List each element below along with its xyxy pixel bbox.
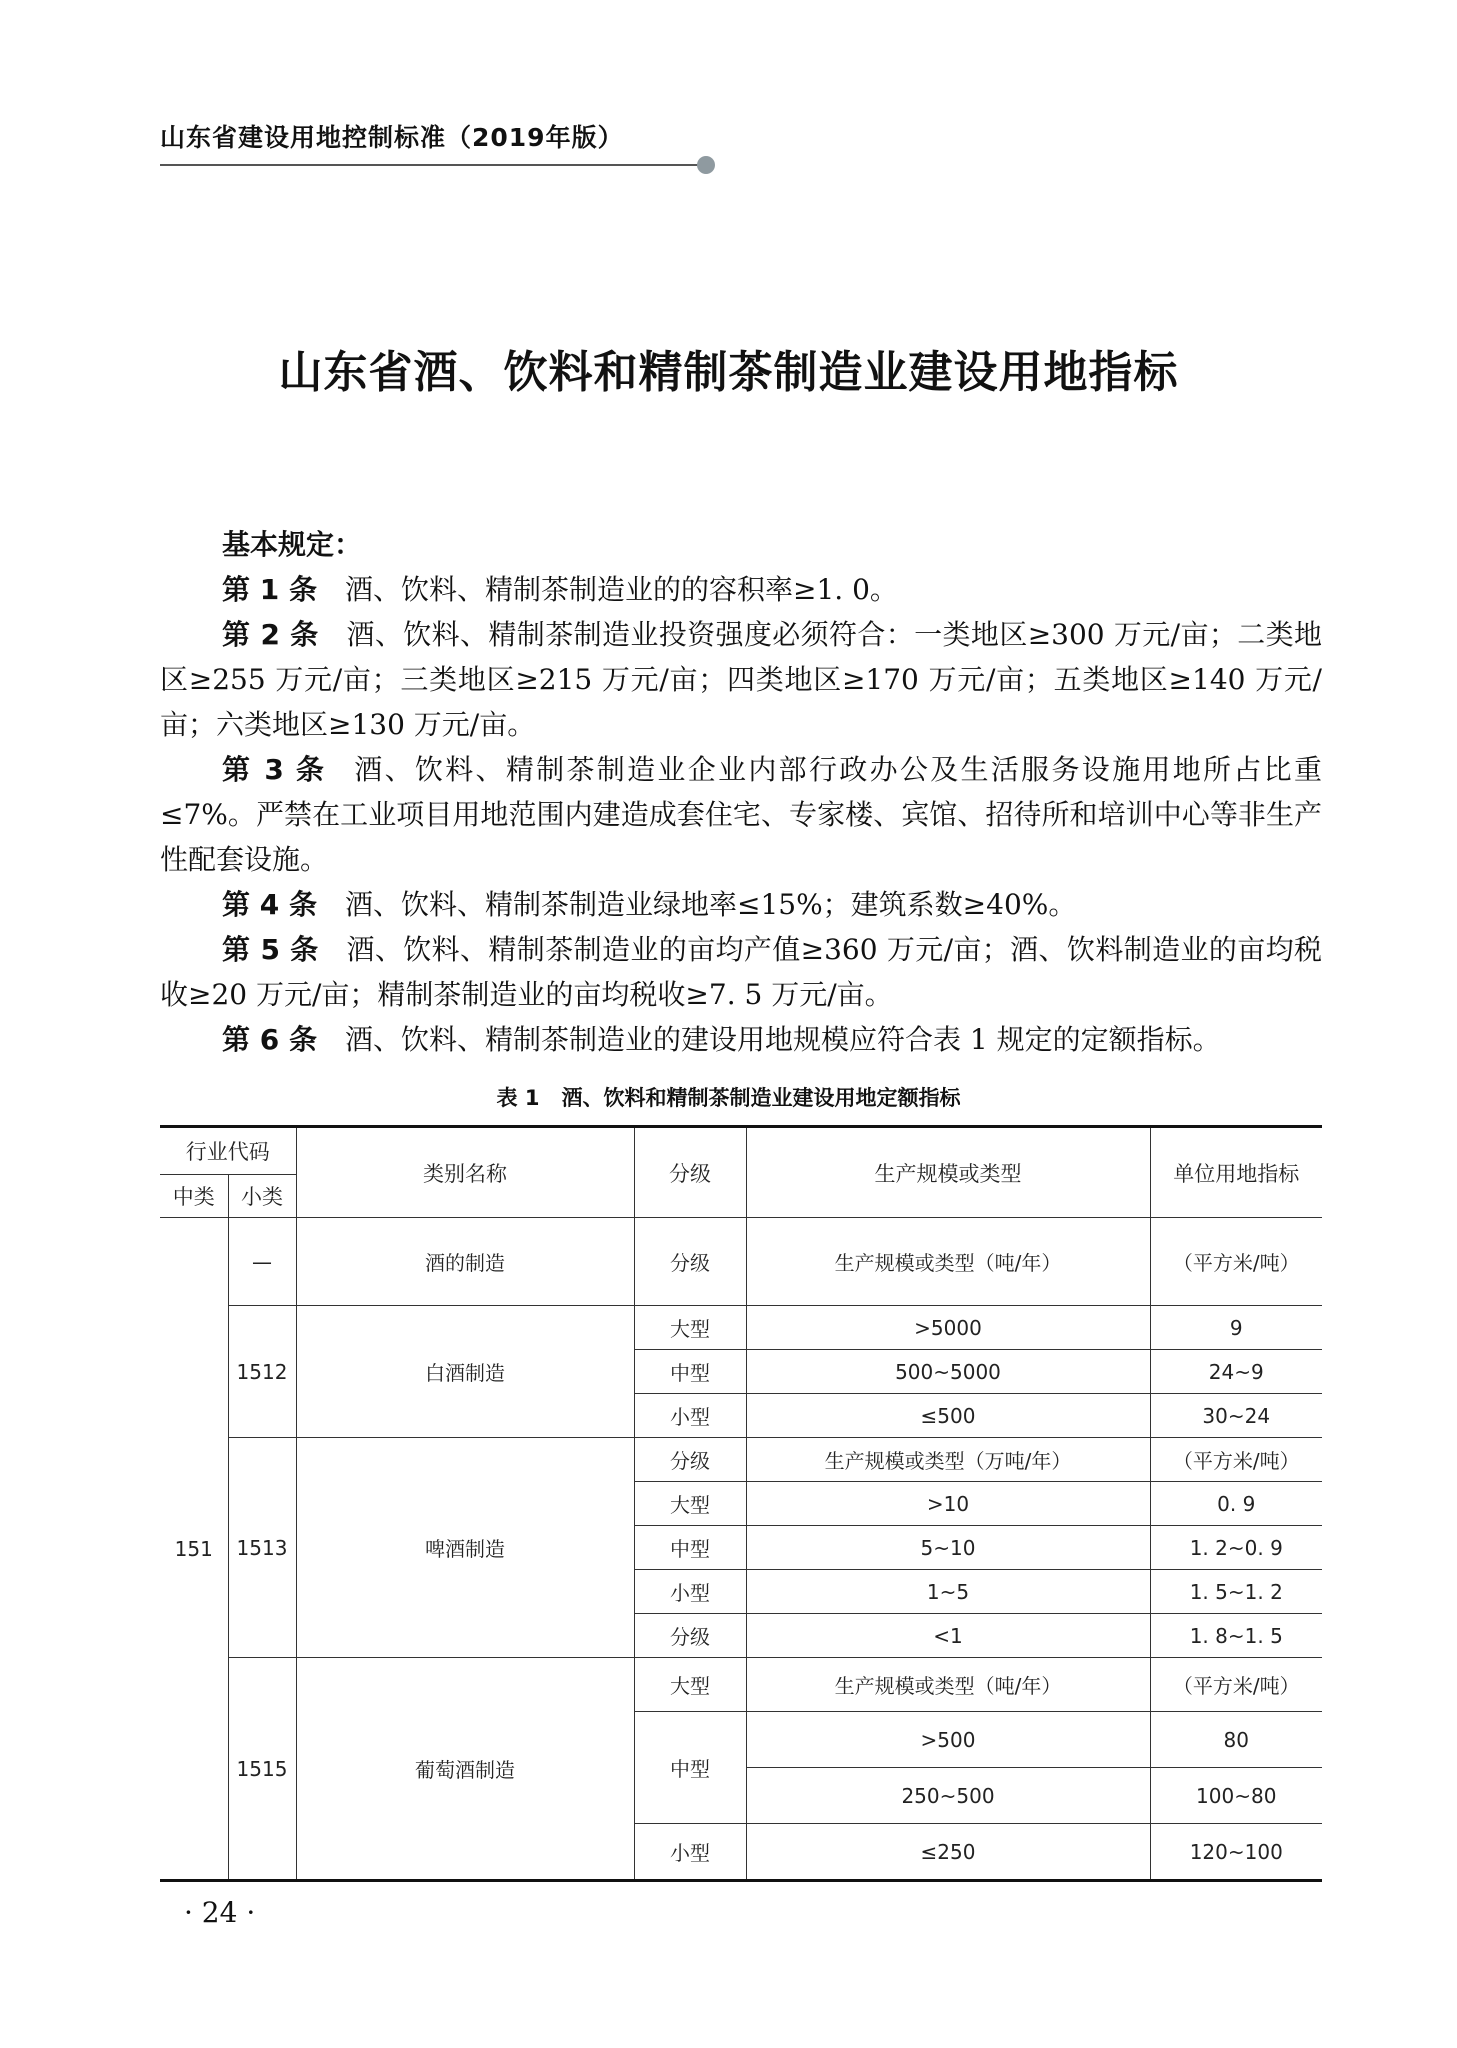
article-3 (160, 747, 1322, 882)
basic-rules-section (160, 522, 1322, 1062)
grade-cell: 小型 (634, 1570, 746, 1614)
scale-cell: 1~5 (746, 1570, 1150, 1614)
land-quota-table (160, 1125, 1322, 1882)
table-header-row (160, 1127, 1322, 1175)
article-text: 酒、饮料、精制茶制造业企业内部行政办公及生活服务设施用地所占比重≤7%。严禁在工业项目用地范围内建造成套住宅、专家楼、宾馆、招待所和培训中心等非生产性配套设施。 (160, 753, 1322, 876)
header-scale: 生产规模或类型 (746, 1127, 1150, 1218)
unit-index-cell: （平方米/吨） (1150, 1438, 1322, 1482)
header-grade: 分级 (634, 1127, 746, 1218)
grade-cell: 大型 (634, 1306, 746, 1350)
category-name: 葡萄酒制造 (296, 1658, 634, 1881)
grade-cell: 分级 (634, 1438, 746, 1482)
article-1 (160, 567, 1322, 612)
category-name: 白酒制造 (296, 1306, 634, 1438)
article-label: 第 3 条 (222, 753, 327, 786)
grade-cell: 小型 (634, 1394, 746, 1438)
scale-cell: >5000 (746, 1306, 1150, 1350)
header-small-class: 小类 (228, 1175, 296, 1218)
header-category-name: 类别名称 (296, 1127, 634, 1218)
scale-cell: 5~10 (746, 1526, 1150, 1570)
scale-cell: ≤250 (746, 1824, 1150, 1881)
table-row (160, 1218, 1322, 1306)
small-class-code: — (228, 1218, 296, 1306)
running-header: 山东省建设用地控制标准（2019年版） (160, 123, 624, 152)
page-number: · 24 · (184, 1896, 256, 1929)
header-middle-class: 中类 (160, 1175, 228, 1218)
article-text: 酒、饮料、精制茶制造业投资强度必须符合：一类地区≥300 万元/亩；二类地区≥255 万元/亩；三类地区≥215 万元/亩；四类地区≥170 万元/亩；五类地区≥140 万元/亩；六类地区≥130 万元/亩。 (160, 618, 1322, 741)
document-title: 山东省酒、饮料和精制茶制造业建设用地指标 (278, 347, 1179, 398)
middle-class-code: 151 (160, 1218, 228, 1881)
basic-rules-label: 基本规定： (222, 528, 363, 561)
table-caption (0, 1082, 1457, 1112)
unit-index-cell: 1. 8~1. 5 (1150, 1614, 1322, 1658)
unit-index-cell: 9 (1150, 1306, 1322, 1350)
basic-rules-heading (160, 522, 1322, 567)
small-class-code: 1513 (228, 1438, 296, 1658)
grade-cell: 小型 (634, 1824, 746, 1881)
article-5 (160, 927, 1322, 1017)
grade-cell: 大型 (634, 1482, 746, 1526)
table-caption-number: 表 1 (496, 1086, 540, 1110)
article-text: 酒、饮料、精制茶制造业的亩均产值≥360 万元/亩；酒、饮料制造业的亩均税收≥20 万元/亩；精制茶制造业的亩均税收≥7. 5 万元/亩。 (160, 933, 1322, 1011)
scale-cell: ≤500 (746, 1394, 1150, 1438)
category-name: 啤酒制造 (296, 1438, 634, 1658)
table-caption-text: 酒、饮料和精制茶制造业建设用地定额指标 (561, 1086, 961, 1110)
small-class-code: 1515 (228, 1658, 296, 1881)
scale-cell: >500 (746, 1712, 1150, 1768)
unit-index-cell: 80 (1150, 1712, 1322, 1768)
article-4 (160, 882, 1322, 927)
article-label: 第 1 条 (222, 573, 317, 606)
grade-cell: 中型 (634, 1526, 746, 1570)
scale-cell: 500~5000 (746, 1350, 1150, 1394)
table-row (160, 1658, 1322, 1712)
grade-cell: 中型 (634, 1712, 746, 1824)
unit-index-cell: 1. 5~1. 2 (1150, 1570, 1322, 1614)
scale-cell: <1 (746, 1614, 1150, 1658)
scale-cell: 生产规模或类型（万吨/年） (746, 1438, 1150, 1482)
article-label: 第 4 条 (222, 888, 317, 921)
unit-index-cell: 30~24 (1150, 1394, 1322, 1438)
grade-cell: 中型 (634, 1350, 746, 1394)
article-label: 第 5 条 (222, 933, 319, 966)
unit-index-cell: （平方米/吨） (1150, 1658, 1322, 1712)
header-industry-code: 行业代码 (160, 1127, 296, 1175)
article-6 (160, 1017, 1322, 1062)
grade-cell: 分级 (634, 1218, 746, 1306)
article-label: 第 6 条 (222, 1023, 317, 1056)
article-text: 酒、饮料、精制茶制造业的建设用地规模应符合表 1 规定的定额指标。 (344, 1023, 1221, 1056)
unit-index-cell: 0. 9 (1150, 1482, 1322, 1526)
unit-index-cell: 120~100 (1150, 1824, 1322, 1881)
unit-index-cell: 24~9 (1150, 1350, 1322, 1394)
scale-cell: >10 (746, 1482, 1150, 1526)
unit-index-cell: 100~80 (1150, 1768, 1322, 1824)
article-text: 酒、饮料、精制茶制造业绿地率≤15%；建筑系数≥40%。 (344, 888, 1077, 921)
header-rule (160, 164, 705, 166)
unit-index-cell: 1. 2~0. 9 (1150, 1526, 1322, 1570)
article-text: 酒、饮料、精制茶制造业的的容积率≥1. 0。 (344, 573, 898, 606)
table-row (160, 1438, 1322, 1482)
article-label: 第 2 条 (222, 618, 319, 651)
grade-cell: 分级 (634, 1614, 746, 1658)
header-dot-ornament (697, 156, 715, 174)
unit-index-cell: （平方米/吨） (1150, 1218, 1322, 1306)
grade-cell: 大型 (634, 1658, 746, 1712)
category-name: 酒的制造 (296, 1218, 634, 1306)
header-unit-index: 单位用地指标 (1150, 1127, 1322, 1218)
article-2 (160, 612, 1322, 747)
small-class-code: 1512 (228, 1306, 296, 1438)
scale-cell: 生产规模或类型（吨/年） (746, 1658, 1150, 1712)
scale-cell: 250~500 (746, 1768, 1150, 1824)
table-row (160, 1306, 1322, 1350)
scale-cell: 生产规模或类型（吨/年） (746, 1218, 1150, 1306)
